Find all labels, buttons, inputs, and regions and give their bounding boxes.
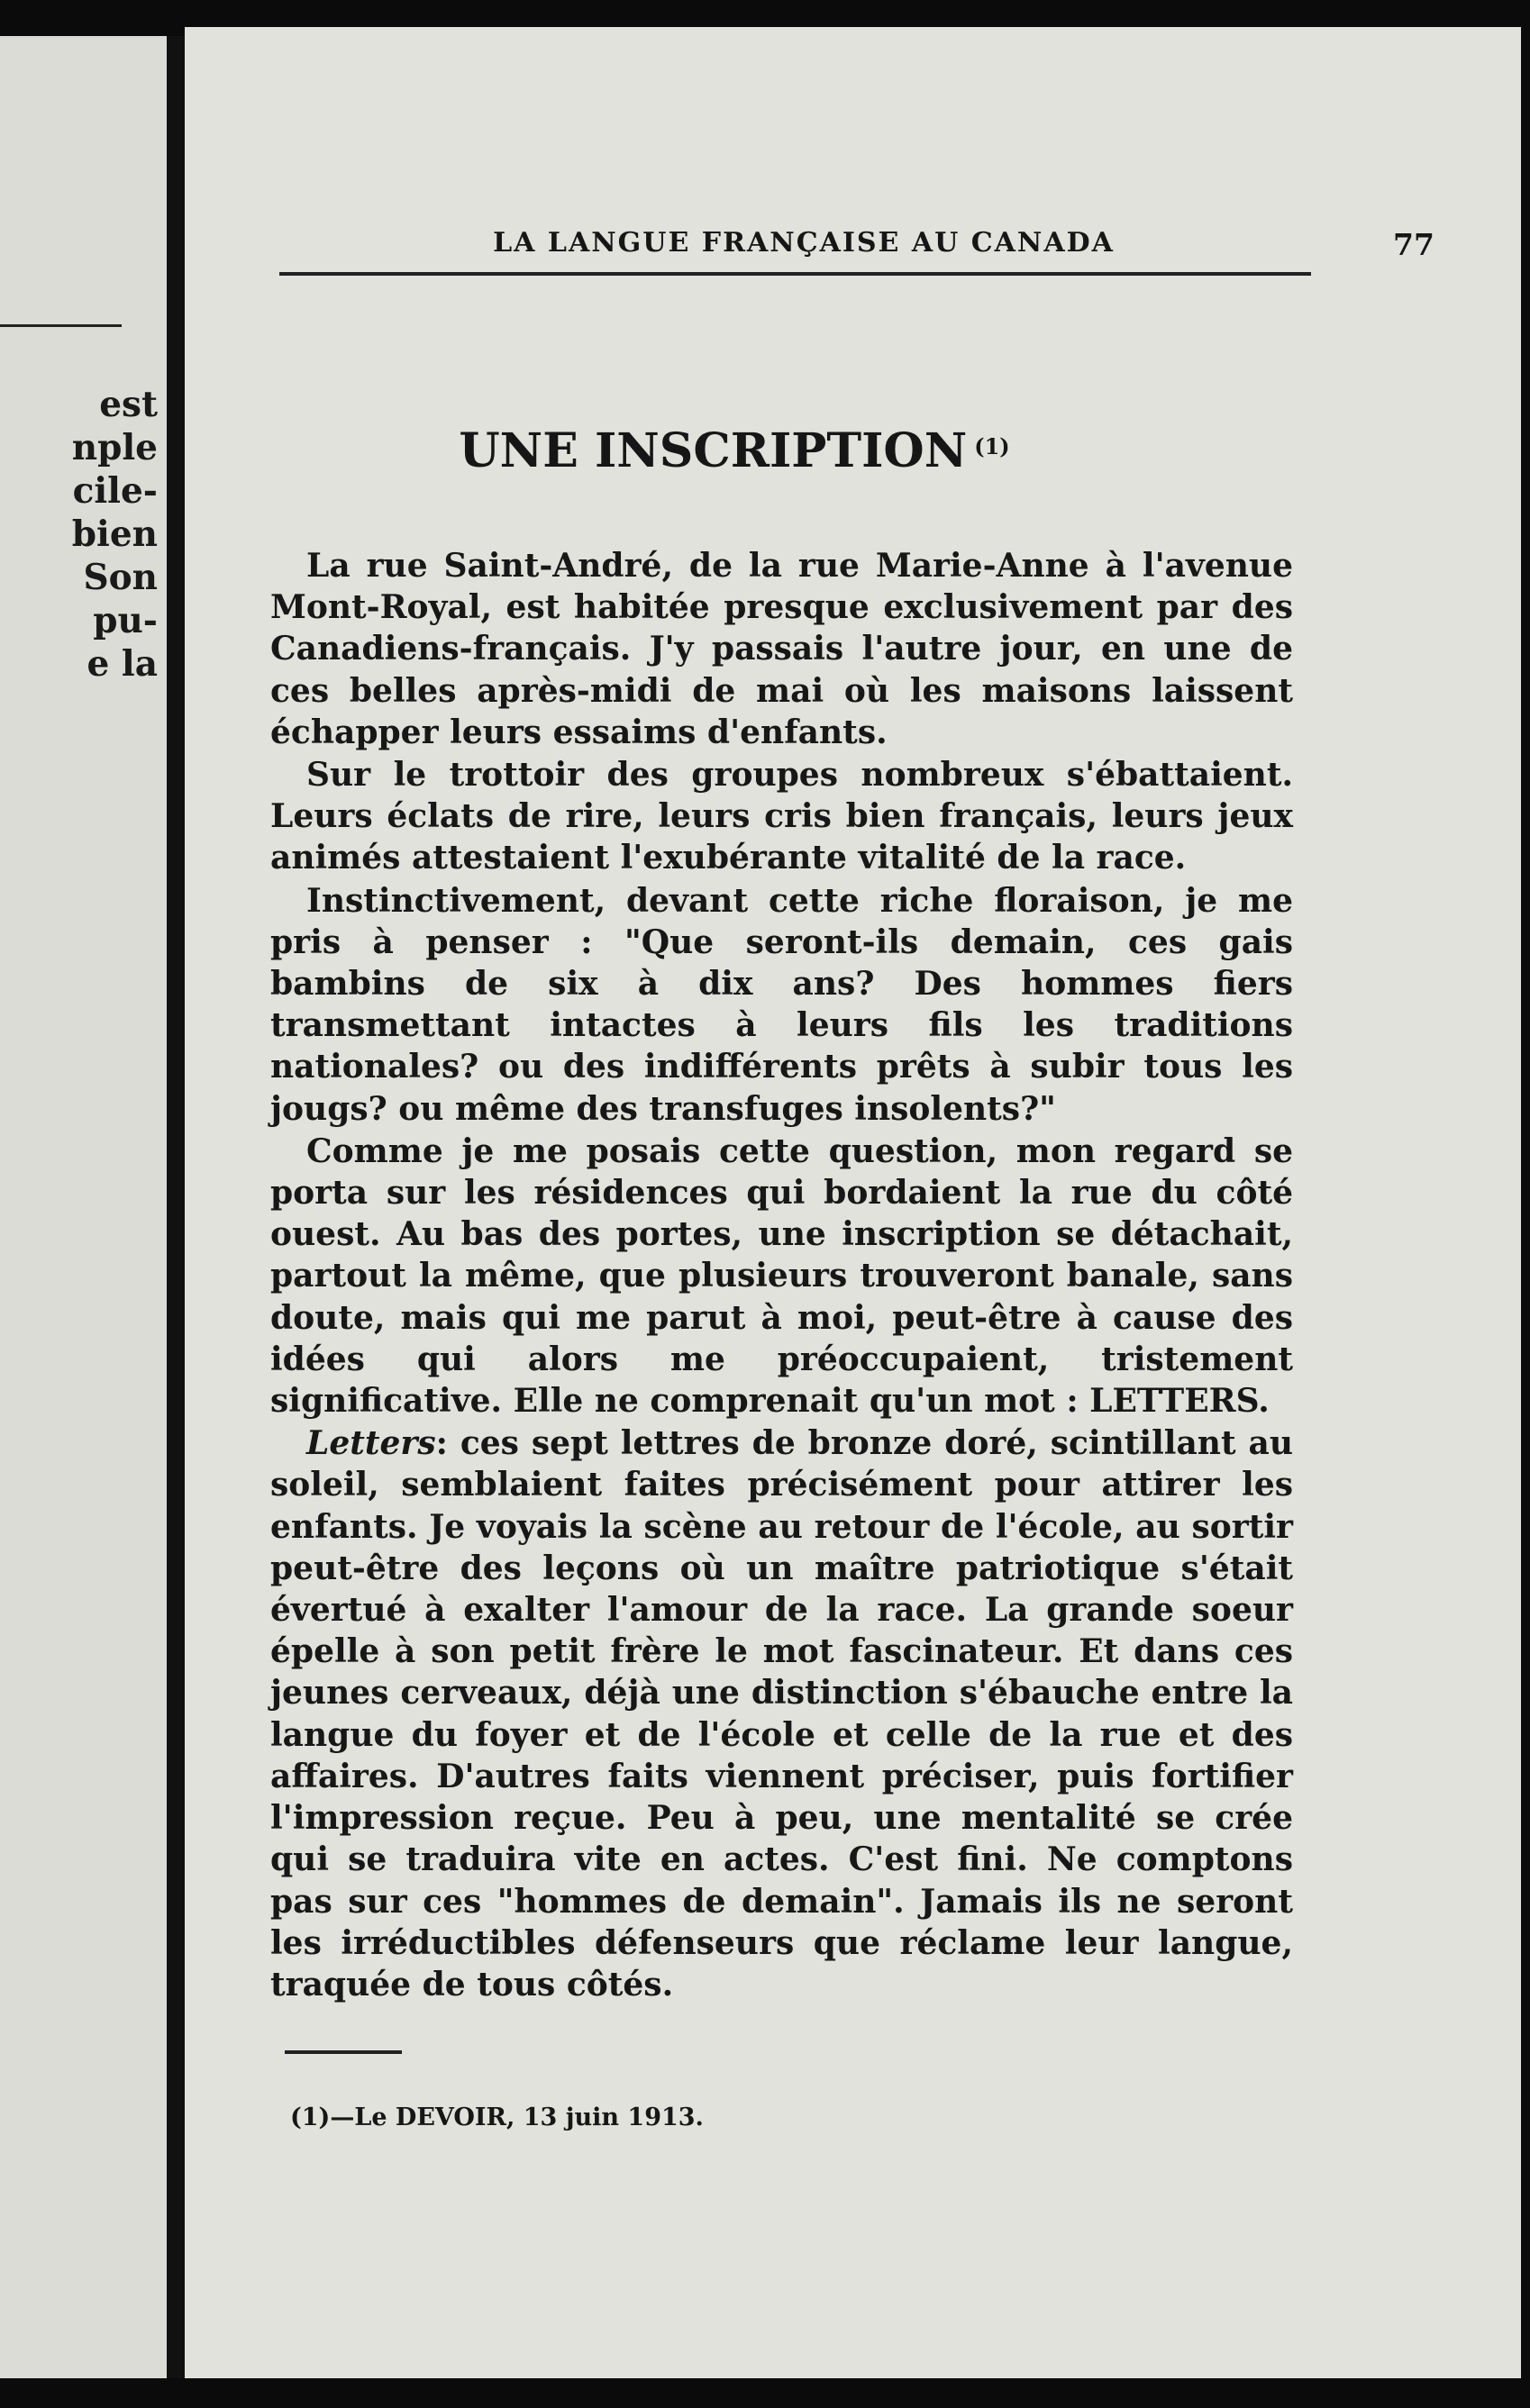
facing-page-edge: [0, 36, 167, 2378]
facing-line: e la: [87, 643, 158, 685]
paragraph: Comme je me posais cette question, mon regard se porta sur les résidences qui bordaient la rue du côté ouest. Au bas des portes, une inscription se détachait, partout la même, que plusieurs trouveront banale, sans doute, mais qui me parut à moi, peut-être à cause des idées qui alors me préoccupaient, tristement significative. Elle ne comprenait qu'un mot : LETTERS.: [270, 1131, 1293, 1421]
header-rule: [279, 272, 1311, 276]
footnote: (1)—Le DEVOIR, 13 juin 1913.: [290, 2104, 704, 2131]
facing-line: Son: [83, 557, 158, 598]
footnote-rule: [285, 2050, 402, 2054]
facing-line: est: [99, 384, 158, 425]
paragraph-text: : ces sept lettres de bronze doré, scintillant au soleil, semblaient faites précisément pour attirer les enfants. Je voyais la scène au retour de l'école, au sortir peut-être des leçons où un maître patriotique s'était évertué à exalter l'amour de la race. La grande soeur épelle à son petit frère le mot fascinateur. Et dans ces jeunes cerveaux, déjà une distinction s'ébauche entre la langue du foyer et de l'école et celle de la rue et des affaires. D'autres faits viennent préciser, puis fortifier l'impression reçue. Peu à peu, une mentalité se crée qui se traduira vite en actes. C'est fini. Ne comptons pas sur ces "hommes de demain". Jamais ils ne seront les irréductibles défenseurs que réclame leur langue, traquée de tous côtés.: [270, 1424, 1293, 2004]
footnote-reference: (1): [974, 433, 1010, 459]
facing-line: bien: [71, 513, 158, 555]
paragraph: La rue Saint-André, de la rue Marie-Anne à l'avenue Mont-Royal, est habitée presque exclusivement par des Canadiens-français. J'y passais l'autre jour, en une de ces belles après-midi de mai où les maisons laissent échapper leurs essaims d'enfants.: [270, 547, 1293, 751]
facing-page-text: [0, 383, 158, 686]
page-number: 77: [1393, 227, 1434, 262]
article-title: UNE INSCRIPTION: [459, 423, 968, 478]
facing-line: nple: [71, 427, 158, 468]
book-gutter: [167, 36, 185, 2378]
facing-page-rule: [0, 324, 122, 327]
paragraph: [270, 1422, 1293, 2005]
facing-line: cile-: [72, 470, 158, 512]
italic-lead-word: Letters: [306, 1424, 436, 1463]
running-title: LA LANGUE FRANÇAISE AU CANADA: [493, 227, 1115, 259]
paragraph: Sur le trottoir des groupes nombreux s'ébattaient. Leurs éclats de rire, leurs cris bien français, leurs jeux animés attestaient l'exubérante vitalité de la race.: [270, 756, 1293, 877]
facing-line: pu-: [93, 600, 158, 641]
book-page: [185, 27, 1521, 2378]
article-body: [270, 545, 1293, 2006]
scan-bottom-edge: [0, 2378, 1530, 2408]
paragraph: Instinctivement, devant cette riche floraison, je me pris à penser : "Que seront-ils demain, ces gais bambins de six à dix ans? Des hommes fiers transmettant intactes à leurs fils les traditions nationales? ou des indifférents prêts à subir tous les jougs? ou même des transfuges insolents?": [270, 881, 1293, 1128]
article-heading: [455, 423, 1014, 478]
